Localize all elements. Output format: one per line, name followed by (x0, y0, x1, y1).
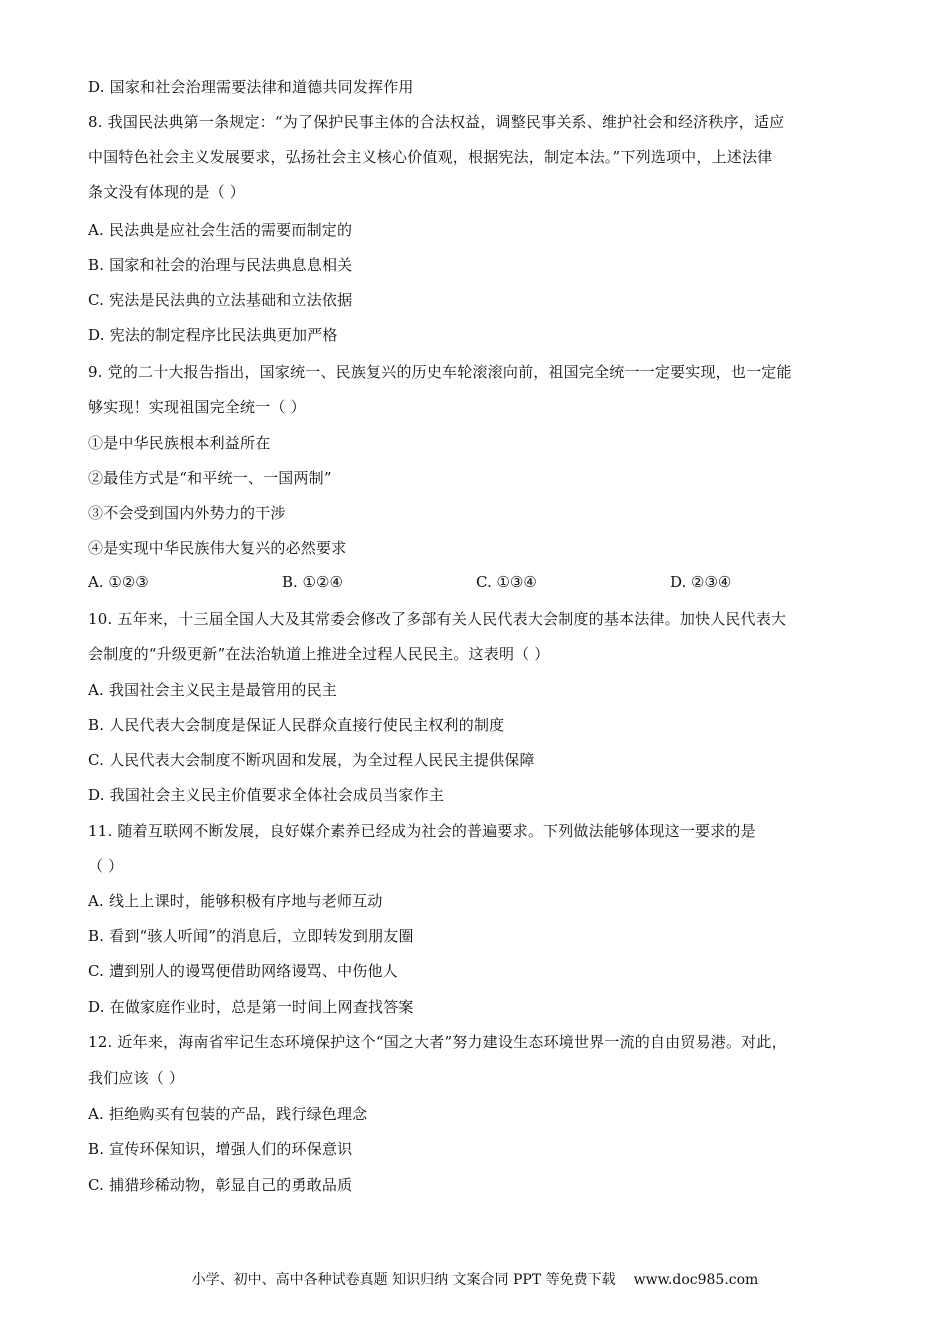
page-footer (0, 1270, 950, 1290)
option-a: A. 拒绝购买有包装的产品，践行绿色理念 (88, 1105, 368, 1123)
question-10-line: 10. 五年来，十三届全国人大及其常委会修改了多部有关人民代表大会制度的基本法律。加快人民代表大 (88, 610, 787, 628)
footer-url[interactable]: www.doc985.com (633, 1272, 759, 1288)
q9-option-a: A. ①②③ (88, 573, 149, 591)
question-9-line: 9. 党的二十大报告指出，国家统一、民族复兴的历史车轮滚滚向前，祖国完全统一一定要实现，也一定能 (88, 363, 792, 381)
question-8-line: 8. 我国民法典第一条规定：“为了保护民事主体的合法权益，调整民事关系、维护社会和经济秩序，适应 (88, 113, 785, 131)
text-line: D. 国家和社会治理需要法律和道德共同发挥作用 (88, 78, 414, 96)
option-b: B. 看到“骇人听闻”的消息后，立即转发到朋友圈 (88, 927, 414, 945)
statement-2: ②最佳方式是“和平统一、一国两制” (88, 469, 332, 487)
text-line: 条文没有体现的是（ ） (88, 183, 245, 201)
text-line: 我们应该（ ） (88, 1069, 185, 1087)
option-c: C. 宪法是民法典的立法基础和立法依据 (88, 291, 353, 309)
option-b: B. 国家和社会的治理与民法典息息相关 (88, 256, 353, 274)
text-line: 中国特色社会主义发展要求，弘扬社会主义核心价值观，根据宪法，制定本法。”下列选项中，上述法律 (88, 148, 773, 166)
option-b: B. 宣传环保知识，增强人们的环保意识 (88, 1140, 353, 1158)
q9-option-b: B. ①②④ (282, 573, 343, 591)
statement-3: ③不会受到国内外势力的干涉 (88, 504, 286, 522)
q9-option-d: D. ②③④ (670, 573, 732, 591)
question-12-line: 12. 近年来，海南省牢记生态环境保护这个“国之大者”努力建设生态环境世界一流的自由贸易港。对此， (88, 1033, 787, 1051)
option-c: C. 捕猎珍稀动物，彰显自己的勇敢品质 (88, 1176, 353, 1194)
q9-option-c: C. ①③④ (476, 573, 537, 591)
question-11-line: 11. 随着互联网不断发展，良好媒介素养已经成为社会的普遍要求。下列做法能够体现这一要求的是 (88, 822, 756, 840)
statement-4: ④是实现中华民族伟大复兴的必然要求 (88, 539, 347, 557)
text-line: 够实现！实现祖国完全统一（ ） (88, 398, 306, 416)
option-c: C. 遭到别人的谩骂便借助网络谩骂、中伤他人 (88, 962, 398, 980)
option-d: D. 在做家庭作业时，总是第一时间上网查找答案 (88, 998, 414, 1016)
option-c: C. 人民代表大会制度不断巩固和发展，为全过程人民民主提供保障 (88, 751, 535, 769)
option-d: D. 我国社会主义民主价值要求全体社会成员当家作主 (88, 786, 445, 804)
option-a: A. 我国社会主义民主是最管用的民主 (88, 681, 337, 699)
q9-options-row (88, 572, 848, 592)
statement-1: ①是中华民族根本利益所在 (88, 434, 271, 452)
option-a: A. 民法典是应社会生活的需要而制定的 (88, 221, 353, 239)
footer-text: 小学、初中、高中各种试卷真题 知识归纳 文案合同 PPT 等免费下载 (191, 1272, 616, 1288)
option-b: B. 人民代表大会制度是保证人民群众直接行使民主权利的制度 (88, 716, 505, 734)
option-a: A. 线上上课时，能够积极有序地与老师互动 (88, 892, 383, 910)
text-line: （ ） (88, 857, 124, 875)
text-line: 会制度的“升级更新”在法治轨道上推进全过程人民民主。这表明（ ） (88, 645, 550, 663)
option-d: D. 宪法的制定程序比民法典更加严格 (88, 326, 338, 344)
